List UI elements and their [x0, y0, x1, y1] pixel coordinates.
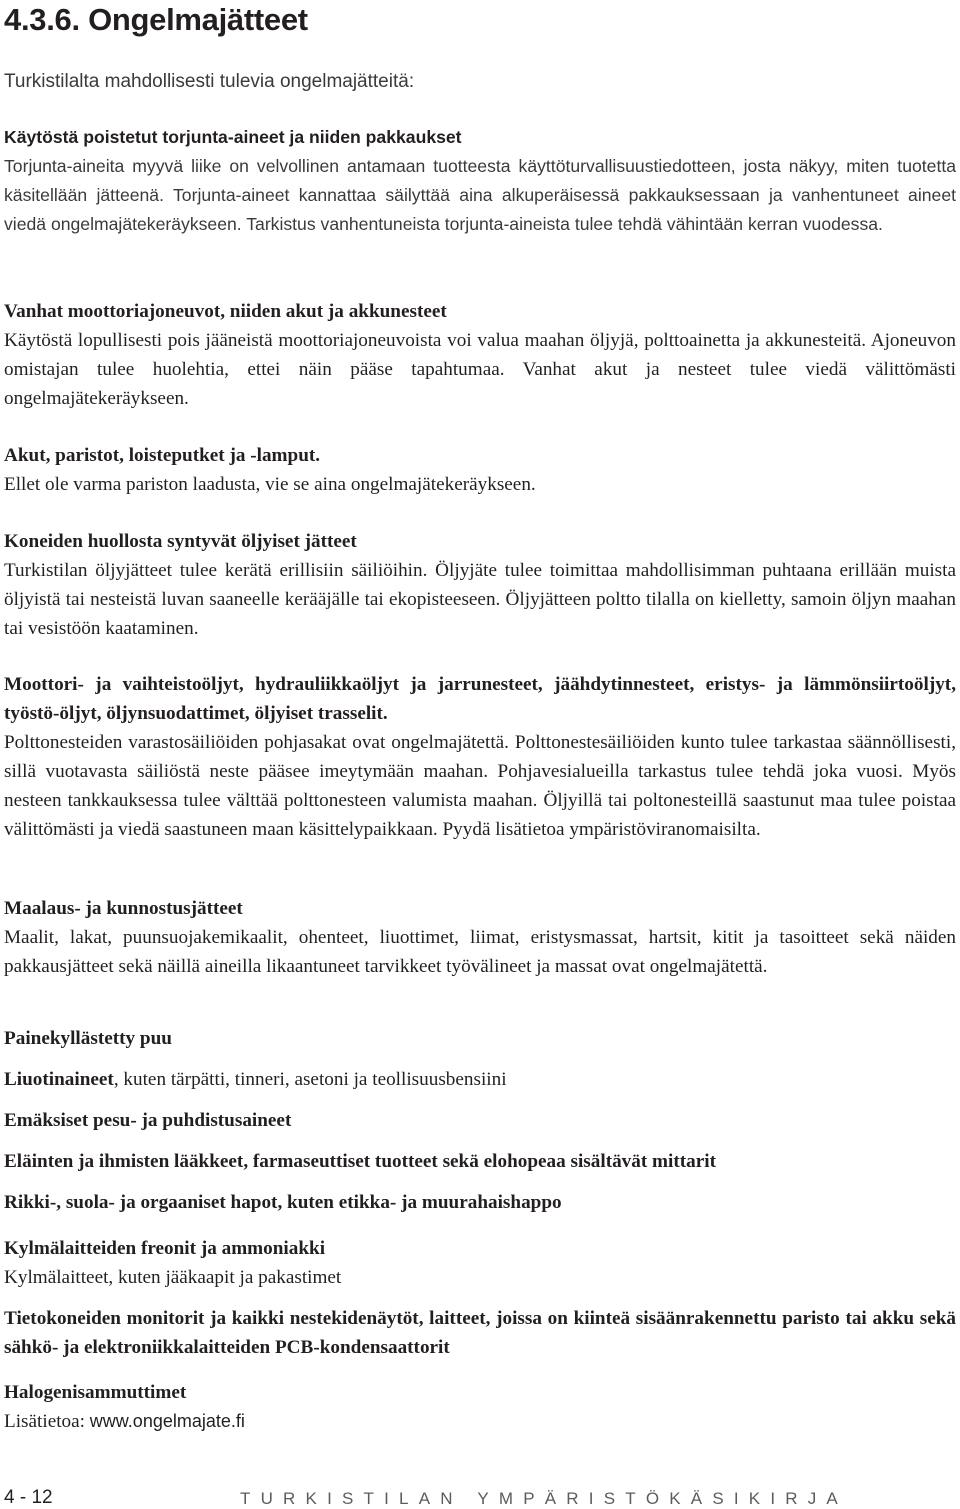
intro-text: Turkistilalta mahdollisesti tulevia ongelmajätteitä:	[4, 71, 415, 92]
section-vehicles	[4, 297, 956, 413]
section-pesticides	[4, 123, 956, 239]
section-heading: Maalaus- ja kunnostusjätteet	[4, 898, 243, 919]
section-body: Torjunta-aineita myyvä liike on velvollinen antamaan tuotteesta käyttöturvallisuustiedotteen, josta näkyy, miten tuotetta käsitellään jätteenä. Torjunta-aineet kannattaa säilyttää aina alkuperäisessä pakkauksessaan ja vanhentuneet aineet viedä ongelmajätekeräykseen. Tarkistus vanhentuneista torjunta-aineista tulee tehdä vähintään kerran vuodessa.	[4, 156, 956, 234]
section-solvents	[4, 1065, 956, 1094]
section-paint	[4, 894, 956, 981]
section-heading: Vanhat moottoriajoneuvot, niiden akut ja akkunesteet	[4, 301, 447, 322]
section-oils	[4, 670, 956, 844]
section-body: Käytöstä lopullisesti pois jääneistä moottoriajoneuvoista voi valua maahan öljyjä, polttoainetta ja akkunesteitä. Ajoneuvon omistajan tulee huolehtia, ettei näin pääse tapahtumaa. Vanhat akut ja nesteet tulee viedä välittömästi ongelmajätekeräykseen.	[4, 330, 956, 409]
section-heading: Eläinten ja ihmisten lääkkeet, farmaseuttiset tuotteet sekä elohopeaa sisältävät mittarit	[4, 1151, 716, 1172]
section-heading: Painekyllästetty puu	[4, 1028, 172, 1049]
more-info-label: Lisätietoa:	[4, 1411, 85, 1432]
section-body: Kylmälaitteet, kuten jääkaapit ja pakastimet	[4, 1267, 342, 1288]
section-oily-waste	[4, 527, 956, 643]
section-acids	[4, 1188, 956, 1217]
section-medicines	[4, 1147, 956, 1176]
section-treated-wood	[4, 1024, 956, 1053]
section-heading: Halogenisammuttimet	[4, 1382, 187, 1403]
section-heading: Emäksiset pesu- ja puhdistusaineet	[4, 1110, 292, 1131]
footer-brand: TURKISTILAN YMPÄRISTÖKÄSIKIRJA	[240, 1489, 848, 1508]
section-extinguishers	[4, 1378, 956, 1436]
section-cleaners	[4, 1106, 956, 1135]
section-body: Polttonesteiden varastosäiliöiden pohjasakat ovat ongelmajätettä. Polttonestesäiliöiden kunto tulee tarkastaa säännöllisesti, sillä vuotavasta säiliöstä neste pääsee imeytymään maahan. Pohjavesialueilla tarkastus tulee tehdä joka vuosi. Myös nesteen tankkauksessa tulee välttää polttonesteen valumista maahan. Öljyillä tai poltonesteillä saastunut maa tulee poistaa välittömästi ja viedä saastuneen maan käsittelypaikkaan. Pyydä lisätietoa ympäristöviranomaisilta.	[4, 732, 956, 840]
section-heading: Moottori- ja vaihteistoöljyt, hydrauliikkaöljyt ja jarrunesteet, jäähdytinnesteet, eristys- ja lämmönsiirtoöljyt, työstö-öljyt, öljynsuodattimet, öljyiset trasselit.	[4, 674, 956, 724]
section-heading: Liuotinaineet	[4, 1069, 114, 1090]
section-title: 4.3.6. Ongelmajätteet	[4, 2, 308, 37]
section-body: Ellet ole varma pariston laadusta, vie se aina ongelmajätekeräykseen.	[4, 474, 536, 495]
section-body: , kuten tärpätti, tinneri, asetoni ja teollisuusbensiini	[113, 1069, 507, 1090]
section-body: Turkistilan öljyjätteet tulee kerätä erillisiin säiliöihin. Öljyjäte tulee toimittaa mahdollisimman puhtaana erillään muista öljyistä tai nesteistä luvan saaneelle kerääjälle tai ekopisteeseen. Öljyjätteen poltto tilalla on kielletty, samoin öljyn maahan tai vesistöön kaataminen.	[4, 560, 956, 639]
section-body: Maalit, lakat, puunsuojakemikaalit, ohenteet, liuottimet, liimat, eristysmassat, hartsit, kitit ja tasoitteet sekä näiden pakkausjätteet sekä näillä aineilla likaantuneet tarvikkeet työvälineet ja massat ovat ongelmajätettä.	[4, 927, 956, 977]
section-heading: Rikki-, suola- ja orgaaniset hapot, kuten etikka- ja muurahaishappo	[4, 1192, 562, 1213]
section-refrigerants	[4, 1234, 956, 1292]
section-electronics	[4, 1304, 956, 1362]
section-heading: Akut, paristot, loisteputket ja -lamput.	[4, 445, 321, 466]
section-heading: Käytöstä poistetut torjunta-aineet ja niiden pakkaukset	[4, 127, 462, 147]
section-heading: Kylmälaitteiden freonit ja ammoniakki	[4, 1238, 326, 1259]
section-batteries	[4, 441, 956, 499]
section-heading: Tietokoneiden monitorit ja kaikki nestekidenäytöt, laitteet, joissa on kiinteä sisäänrakennettu paristo tai akku sekä sähkö- ja elektroniikkalaitteiden PCB-kondensaattorit	[4, 1308, 956, 1358]
section-heading: Koneiden huollosta syntyvät öljyiset jätteet	[4, 531, 357, 552]
page-number: 4 - 12	[4, 1487, 53, 1508]
more-info-link[interactable]: www.ongelmajate.fi	[89, 1411, 245, 1431]
